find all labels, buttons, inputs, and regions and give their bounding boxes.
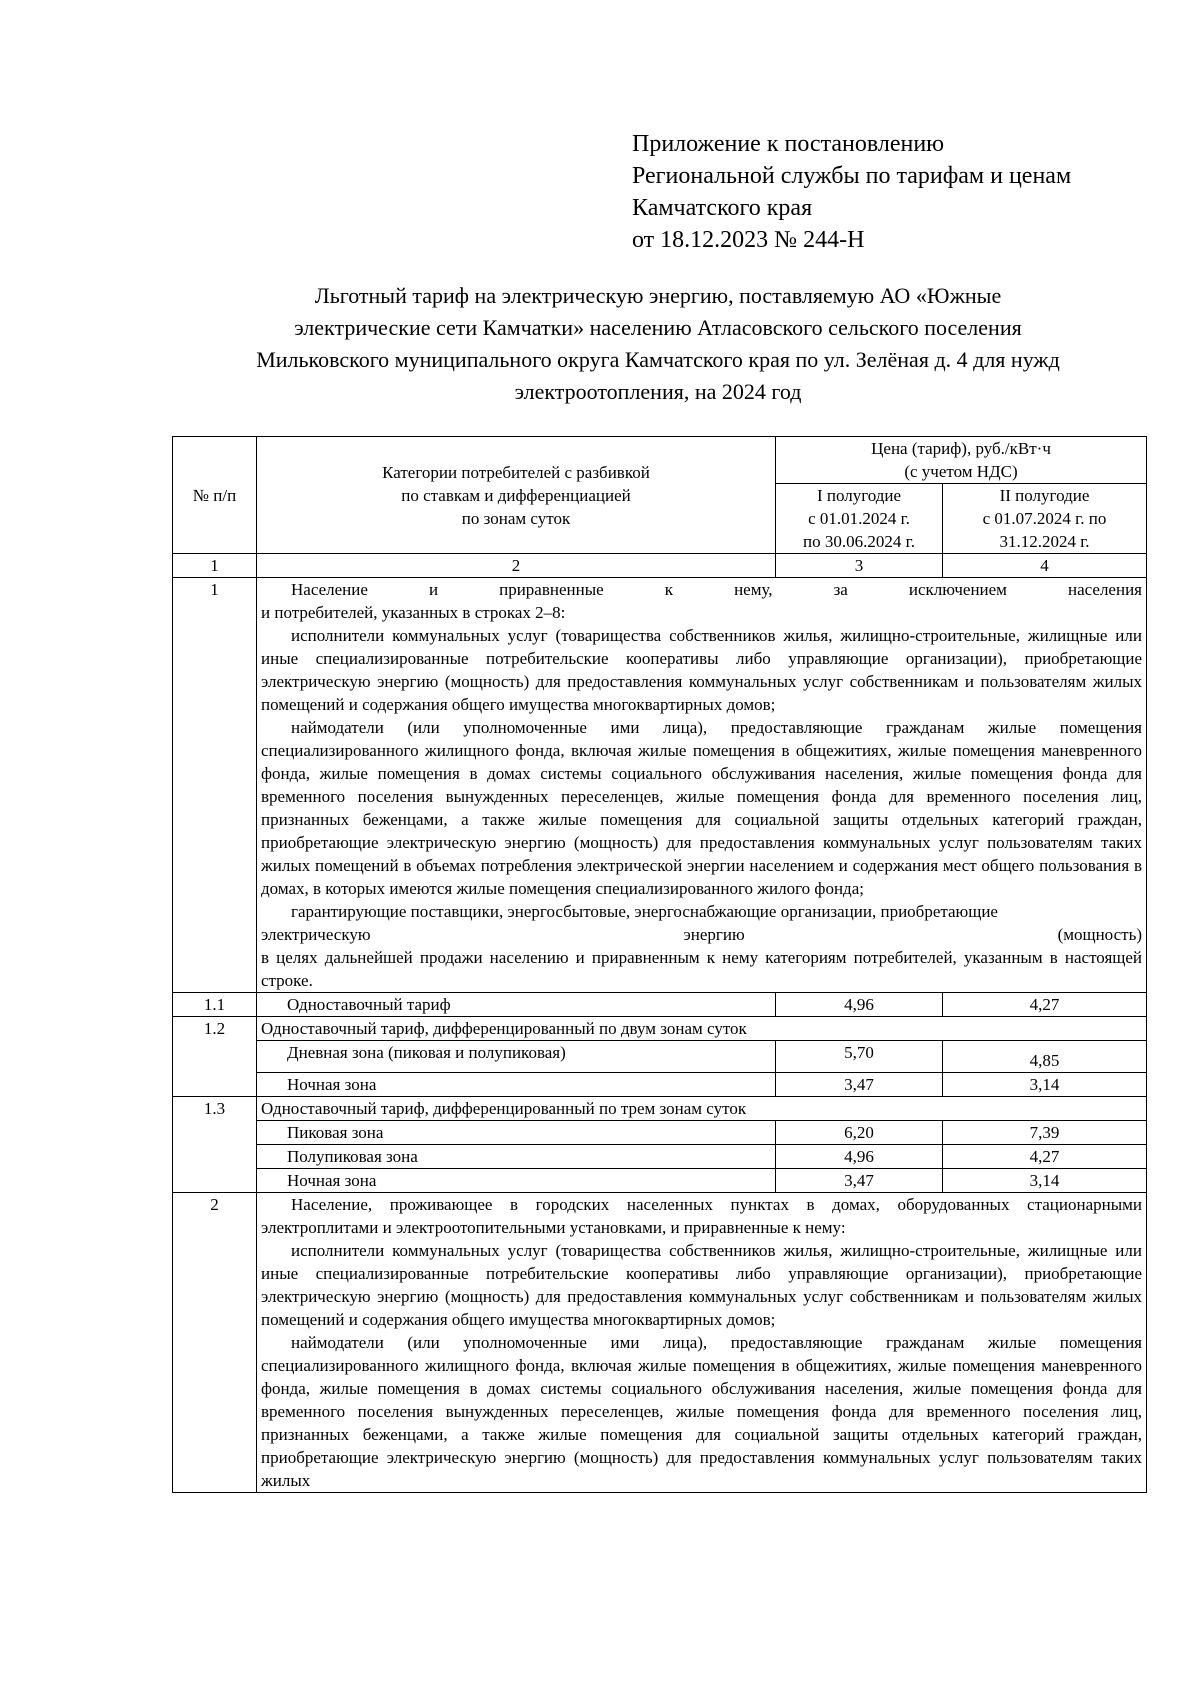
value-half1: 3,47	[776, 1169, 943, 1193]
appendix-header	[632, 128, 1172, 256]
row-num: 1.2	[173, 1017, 257, 1097]
row-label: Пиковая зона	[257, 1121, 776, 1145]
header-half2	[943, 484, 1147, 554]
desc-paragraph: Население и приравненные к нему, за исключением населения	[291, 580, 1142, 599]
desc-paragraph: наймодатели (или уполномоченные ими лица), предоставляющие гражданам жилые помещения специализированного жилищного фонда, включая жилые помещения в общежитиях, жилые помещения маневренного фонда, жилые помещения в домах системы социального обслуживания населения, жилые помещения фонда для временного поселения вынужденных переселенцев, жилые помещения фонда для временного поселения лиц, признанных беженцами, а также жилые помещения для социальной защиты отдельных категорий граждан, приобретающие электрическую энергию (мощность) для предоставления коммунальных услуг пользователям таких жилых	[261, 1333, 1142, 1490]
tariff-table	[172, 436, 1147, 1493]
value-half2: 4,27	[943, 993, 1147, 1017]
header-half2-line: II полугодие	[999, 486, 1090, 505]
table-row	[173, 1073, 1147, 1097]
desc-paragraph: в целях дальнейшей продажи населению и приравненным к нему категориям потребителей, указанным в настоящей строке.	[261, 948, 1142, 990]
row-label: Одноставочный тариф, дифференцированный по трем зонам суток	[257, 1097, 1147, 1121]
table-row	[173, 1041, 1147, 1073]
column-number-row	[173, 554, 1147, 578]
row-description	[257, 578, 1147, 993]
value-half1: 3,47	[776, 1073, 943, 1097]
header-half2-line: с 01.07.2024 г. по	[982, 509, 1107, 528]
colnum: 4	[943, 554, 1147, 578]
value-half1: 5,70	[776, 1041, 943, 1073]
header-half2-line: 31.12.2024 г.	[999, 532, 1090, 551]
desc-paragraph: гарантирующие поставщики, энергосбытовые, энергоснабжающие организации, приобретающие	[291, 902, 998, 921]
desc-paragraph: исполнители коммунальных услуг (товарищества собственников жилья, жилищно-строительные, жилищные или иные специализированные потребительские кооперативы либо управляющие организации), приобретающие электрическую энергию (мощность) для предоставления коммунальных услуг собственникам и пользователям жилых помещений и содержания общего имущества многоквартирных домов;	[261, 626, 1142, 714]
header-price-line: Цена (тариф), руб./кВт·ч	[871, 439, 1051, 458]
row-label: Одноставочный тариф, дифференцированный по двум зонам суток	[257, 1017, 1147, 1041]
row-label: Ночная зона	[257, 1169, 776, 1193]
table-header-row	[173, 437, 1147, 484]
colnum: 2	[257, 554, 776, 578]
header-half1-line: по 30.06.2024 г.	[803, 532, 915, 551]
value-half2: 3,14	[943, 1169, 1147, 1193]
appendix-line: от 18.12.2023 № 244-Н	[632, 227, 865, 253]
header-price	[776, 437, 1147, 484]
header-category-line: Категории потребителей с разбивкой	[382, 462, 650, 482]
value-half1: 4,96	[776, 1145, 943, 1169]
header-price-line: (с учетом НДС)	[904, 462, 1018, 481]
appendix-line: Камчатского края	[632, 195, 813, 221]
colnum: 3	[776, 554, 943, 578]
desc-paragraph: и потребителей, указанных в строках 2–8:	[261, 603, 566, 622]
table-row	[173, 1121, 1147, 1145]
header-half1-line: I полугодие	[816, 486, 902, 505]
row-label: Дневная зона (пиковая и полупиковая)	[257, 1041, 776, 1073]
table-row	[173, 1017, 1147, 1041]
appendix-line: Региональной службы по тарифам и ценам	[632, 163, 1072, 189]
desc-paragraph: исполнители коммунальных услуг (товарищества собственников жилья, жилищно-строительные, жилищные или иные специализированные потребительские кооперативы либо управляющие организации), приобретающие электрическую энергию (мощность) для предоставления коммунальных услуг собственникам и пользователям жилых помещений и содержания общего имущества многоквартирных домов;	[261, 1241, 1142, 1329]
table-row	[173, 578, 1147, 993]
desc-paragraph: Население, проживающее в городских населенных пунктах в домах, оборудованных стационарными электроплитами и электроотопительными установками, и приравненные к нему:	[261, 1195, 1142, 1237]
title-line: Льготный тариф на электрическую энергию, поставляемую АО «Южные	[314, 283, 1002, 308]
document-title	[160, 280, 1156, 408]
row-label: Полупиковая зона	[257, 1145, 776, 1169]
header-category	[257, 437, 776, 554]
value-half2: 4,27	[943, 1145, 1147, 1169]
desc-paragraph: наймодатели (или уполномоченные ими лица), предоставляющие гражданам жилые помещения специализированного жилищного фонда, включая жилые помещения в общежитиях, жилые помещения маневренного фонда, жилые помещения в домах системы социального обслуживания населения, жилые помещения фонда для временного поселения вынужденных переселенцев, жилые помещения фонда для временного поселения лиц, признанных беженцами, а также жилые помещения для социальной защиты отдельных категорий граждан, приобретающие электрическую энергию (мощность) для предоставления коммунальных услуг пользователям таких жилых помещений в объемах потребления электрической энергии населением и содержания мест общего пользования в домах, в которых имеются жилые помещения специализированного жилого фонда;	[261, 718, 1142, 898]
row-num: 2	[173, 1193, 257, 1493]
header-category-line: по зонам суток	[461, 508, 571, 528]
colnum: 1	[173, 554, 257, 578]
row-label: Ночная зона	[257, 1073, 776, 1097]
title-line: электрические сети Камчатки» населению Атласовского сельского поселения	[294, 315, 1022, 340]
table-row	[173, 993, 1147, 1017]
row-num: 1.3	[173, 1097, 257, 1193]
row-num: 1	[173, 578, 257, 993]
appendix-line: Приложение к постановлению	[632, 131, 945, 157]
header-category-line: по ставкам и дифференциацией	[401, 485, 631, 505]
value-half1: 6,20	[776, 1121, 943, 1145]
value-half2: 4,85	[943, 1041, 1147, 1073]
row-num: 1.1	[173, 993, 257, 1017]
value-half2: 7,39	[943, 1121, 1147, 1145]
header-num: № п/п	[173, 437, 257, 554]
desc-paragraph: электрическую энергию (мощность)	[261, 925, 1142, 944]
table-row	[173, 1097, 1147, 1121]
table-row	[173, 1169, 1147, 1193]
row-label: Одноставочный тариф	[257, 993, 776, 1017]
table-row	[173, 1145, 1147, 1169]
header-half1-line: с 01.01.2024 г.	[808, 509, 910, 528]
value-half1: 4,96	[776, 993, 943, 1017]
value-half2: 3,14	[943, 1073, 1147, 1097]
header-half1	[776, 484, 943, 554]
title-line: электроотопления, на 2024 год	[514, 379, 802, 404]
table-row	[173, 1193, 1147, 1493]
row-description	[257, 1193, 1147, 1493]
title-line: Мильковского муниципального округа Камчатского края по ул. Зелёная д. 4 для нужд	[256, 347, 1060, 372]
